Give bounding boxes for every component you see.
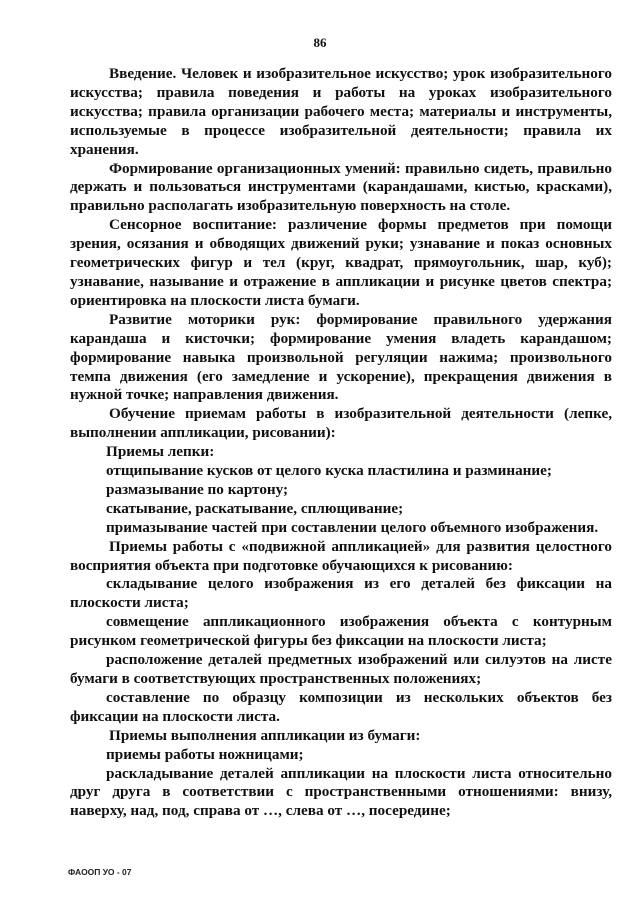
list-item: приемы работы ножницами; <box>106 745 304 763</box>
paragraph-motor-skills: Развитие моторики рук: формирование правильного удержания карандаша и кисточки; формирование умения владеть карандашом; формирование навыка произвольной регуляции нажима; произвольного темпа движения (его замедление и ускорение), прекращения движения в нужной точке; направления движения. <box>70 310 612 404</box>
paragraph-sensory-education: Сенсорное воспитание: различение формы предметов при помощи зрения, осязания и обводящих движений руки; узнавание и показ основных геометрических фигур и тел (круг, квадрат, прямоугольник, шар, куб); узнавание, называние и отражение в аппликации и рисунке цветов спектра; ориентировка на плоскости листа бумаги. <box>70 216 612 309</box>
paragraph-introduction: Введение. Человек и изобразительное искусство; урок изобразительного искусства; правила поведения и работы на уроках изобразительного искусства; правила организации рабочего места; материалы и инструменты, используемые в процессе изобразительной деятельности; правила их хранения. <box>70 65 612 158</box>
heading-paper-applique: Приемы выполнения аппликации из бумаги: <box>109 726 421 744</box>
list-item: размазывание по картону; <box>106 480 289 498</box>
list-item: совмещение аппликационного изображения объекта с контурным рисунком геометрической фигуры без фиксации на плоскости листа; <box>70 613 612 650</box>
list-item: складывание целого изображения из его деталей без фиксации на плоскости листа; <box>70 575 612 612</box>
list-item: примазывание частей при составлении целого объемного изображения. <box>106 518 599 536</box>
list-item: скатывание, раскатывание, сплющивание; <box>106 499 404 517</box>
list-item: раскладывание деталей аппликации на плоскости листа относительно друг друга в соответствии с пространственными отношениями: внизу, наверху, над, под, справа от …, слева от …, посередине; <box>70 764 612 820</box>
document-body <box>70 65 612 821</box>
page-number: 86 <box>313 35 327 50</box>
heading-modeling-techniques: Приемы лепки: <box>106 443 215 461</box>
paragraph-organizational-skills: Формирование организационных умений: правильно сидеть, правильно держать и пользоваться инструментами (карандашами, кистью, красками), правильно располагать изобразительную поверхность на столе. <box>70 159 612 215</box>
paragraph-teaching-techniques: Обучение приемам работы в изобразительной деятельности (лепке, выполнении аппликации, рисовании): <box>70 405 612 442</box>
paragraph-moving-applique: Приемы работы с «подвижной аппликацией» для развития целостного восприятия объекта при подготовке обучающихся к рисованию: <box>70 537 612 574</box>
footer-document-code: ФАООП УО - 07 <box>68 867 132 877</box>
list-item: составление по образцу композиции из нескольких объектов без фиксации на плоскости листа. <box>70 688 612 725</box>
list-item: расположение деталей предметных изображений или силуэтов на листе бумаги в соответствующих пространственных положениях; <box>70 651 612 687</box>
list-item: отщипывание кусков от целого куска пластилина и разминание; <box>106 462 552 480</box>
